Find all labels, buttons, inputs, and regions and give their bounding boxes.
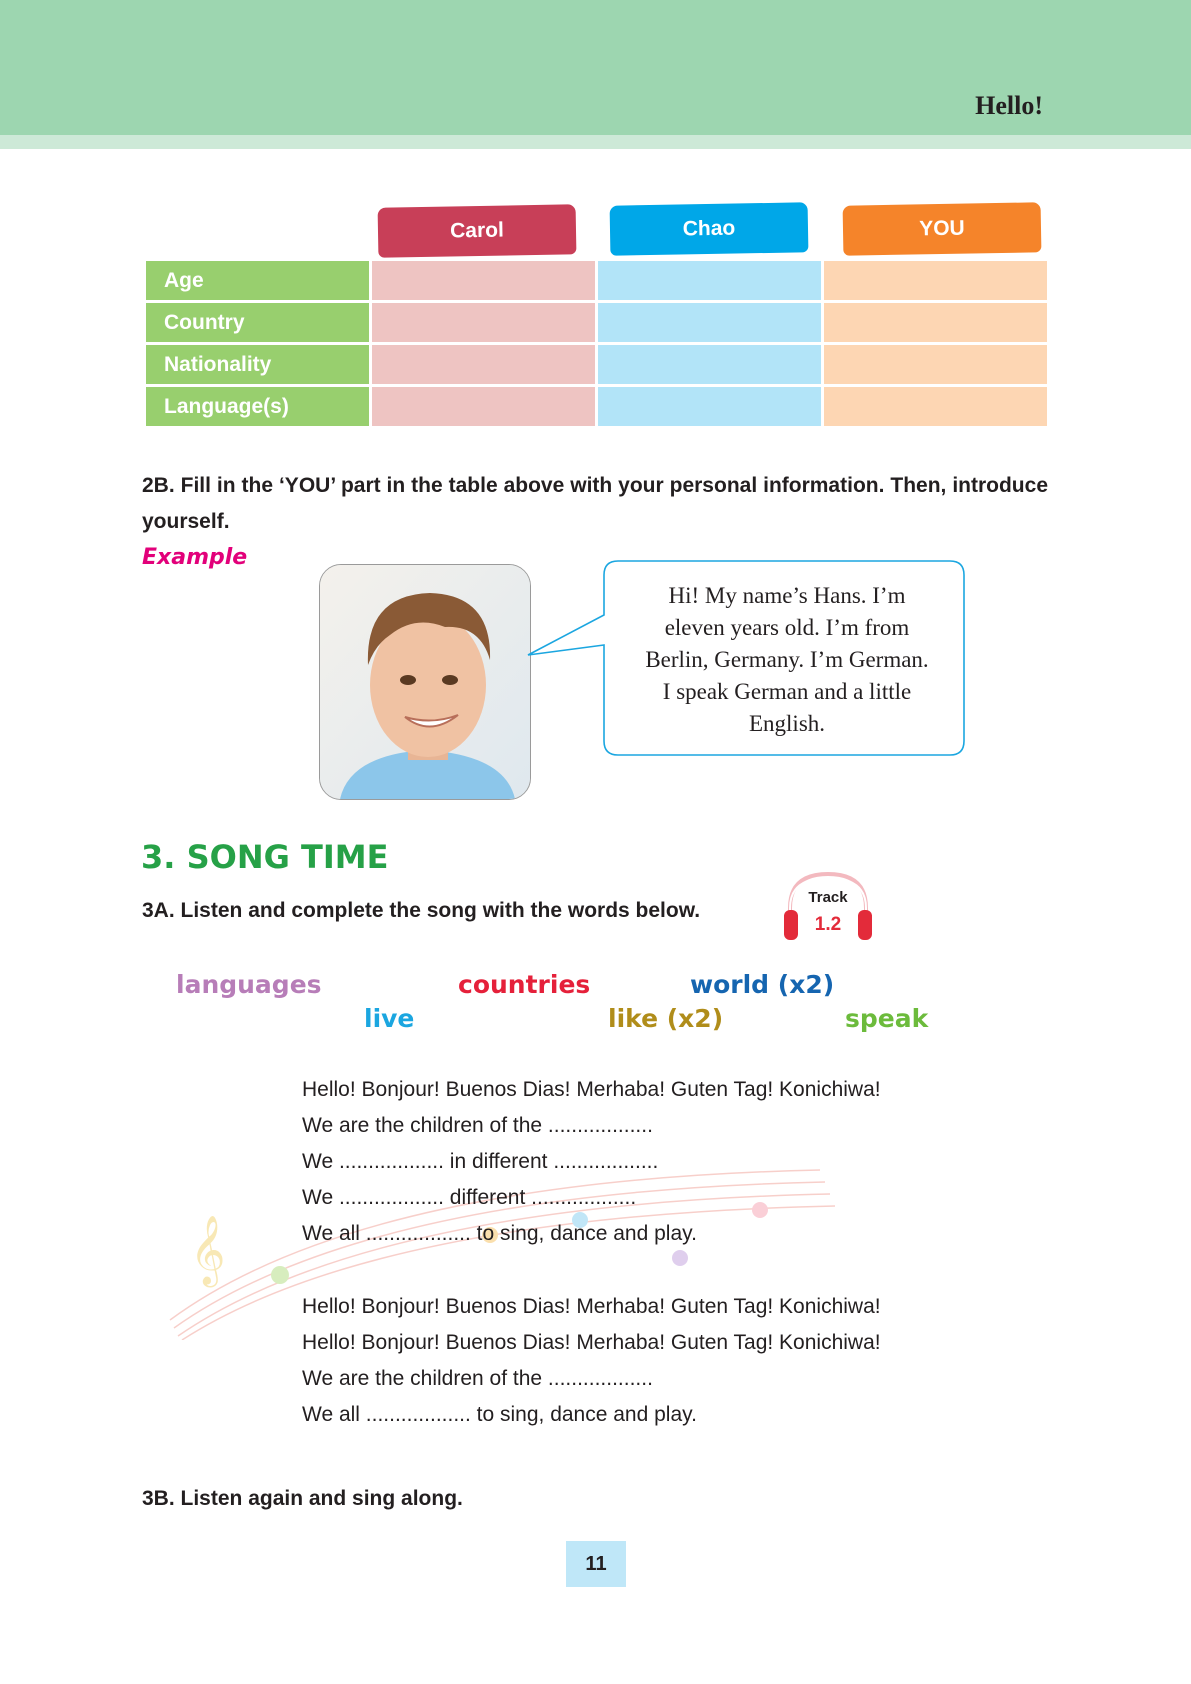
track-number: 1.2	[814, 914, 842, 935]
lyric-line[interactable]: We all .................. to sing, dance and play.	[302, 1222, 697, 1245]
page-number: 11	[566, 1541, 626, 1587]
example-label: Example	[142, 545, 248, 570]
word-languages: languages	[176, 970, 322, 999]
personal-info-table	[143, 258, 1050, 429]
lyric-line[interactable]: We all .................. to sing, dance and play.	[302, 1403, 697, 1426]
cell-chao-languages	[598, 387, 821, 426]
cell-chao-country	[598, 303, 821, 342]
cell-carol-languages	[372, 387, 595, 426]
headphones-icon	[778, 868, 878, 948]
speech-bubble-text	[618, 580, 956, 740]
lyric-line: Hello! Bonjour! Buenos Dias! Merhaba! Guten Tag! Konichiwa!	[302, 1078, 881, 1101]
cell-you-languages[interactable]	[824, 387, 1047, 426]
lyric-line[interactable]: We .................. in different ..................	[302, 1150, 659, 1173]
lyric-line[interactable]: We are the children of the ..................	[302, 1367, 653, 1390]
table-row	[146, 387, 1047, 426]
word-speak: speak	[845, 1004, 929, 1033]
track-label: Track	[808, 889, 848, 906]
bubble-line: Berlin, Germany. I’m German.	[645, 647, 929, 672]
word-like: like (x2)	[608, 1004, 724, 1033]
row-label-nationality: Nationality	[146, 345, 369, 384]
instruction-2b: 2B. Fill in the ‘YOU’ part in the table above with your personal information. Then, introduce yourself.	[142, 474, 1048, 533]
row-label-languages: Language(s)	[146, 387, 369, 426]
word-countries: countries	[458, 970, 591, 999]
cell-carol-nationality	[372, 345, 595, 384]
word-world: world (x2)	[690, 970, 835, 999]
section-heading-song-time: 3. SONG TIME	[141, 838, 389, 876]
table-row	[146, 261, 1047, 300]
word-live: live	[364, 1004, 415, 1033]
song-verse-2	[302, 1289, 881, 1433]
track-badge[interactable]	[778, 868, 878, 953]
cell-chao-age	[598, 261, 821, 300]
bubble-line: English.	[748, 711, 826, 736]
column-header-you: YOU	[843, 202, 1042, 255]
cell-you-country[interactable]	[824, 303, 1047, 342]
cell-chao-nationality	[598, 345, 821, 384]
instruction-3a: 3A. Listen and complete the song with the words below.	[142, 899, 701, 922]
cell-you-nationality[interactable]	[824, 345, 1047, 384]
column-header-chao: Chao	[610, 202, 809, 255]
bubble-line: Hi! My name’s Hans. I’m	[668, 583, 906, 608]
row-label-country: Country	[146, 303, 369, 342]
table-row	[146, 345, 1047, 384]
lyric-line: Hello! Bonjour! Buenos Dias! Merhaba! Guten Tag! Konichiwa!	[302, 1331, 881, 1354]
table-row	[146, 303, 1047, 342]
lyric-line[interactable]: We are the children of the ..................	[302, 1114, 653, 1137]
cell-you-age[interactable]	[824, 261, 1047, 300]
instruction-3b: 3B. Listen again and sing along.	[142, 1487, 463, 1510]
lyric-line: Hello! Bonjour! Buenos Dias! Merhaba! Guten Tag! Konichiwa!	[302, 1295, 881, 1318]
lyric-line[interactable]: We .................. different ..................	[302, 1186, 637, 1209]
song-verse-1	[302, 1072, 881, 1252]
boy-photo	[319, 564, 531, 800]
cell-carol-age	[372, 261, 595, 300]
bubble-line: eleven years old. I’m from	[664, 615, 910, 640]
column-header-carol: Carol	[378, 204, 577, 257]
bubble-line: I speak German and a little	[662, 679, 912, 704]
page-header-title: Hello!	[975, 91, 1043, 120]
header-strip	[0, 135, 1191, 149]
row-label-age: Age	[146, 261, 369, 300]
svg-text:𝄞: 𝄞	[190, 1215, 226, 1285]
cell-carol-country	[372, 303, 595, 342]
